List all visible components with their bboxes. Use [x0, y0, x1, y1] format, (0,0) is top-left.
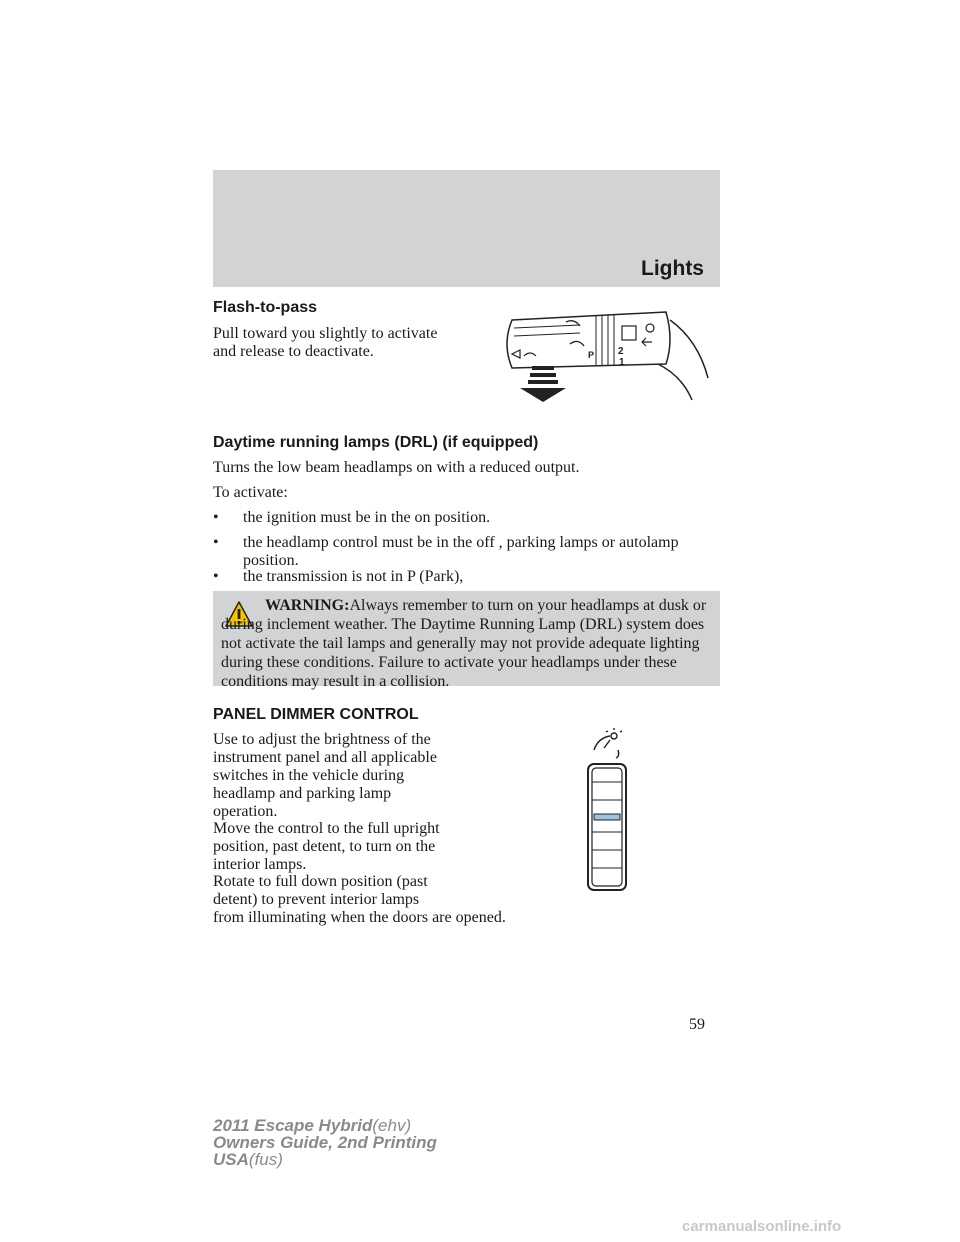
dimmer-indicator [594, 814, 620, 820]
dimmer-p1-line: headlamp and parking lamp [213, 785, 392, 802]
panel-dimmer-illustration [580, 726, 640, 896]
watermark: carmanualsonline.info [682, 1218, 842, 1235]
bullet-text: the headlamp control must be in the off , parking lamps or autolamp position. [243, 534, 679, 569]
bullet-text: the ignition must be in the on position. [243, 509, 491, 526]
drl-activate-label: To activate: [213, 484, 288, 501]
page-number: 59 [689, 1016, 705, 1033]
flash-to-pass-text-line-2: and release to deactivate. [213, 343, 374, 360]
warning-label: WARNING: [265, 597, 350, 614]
flash-to-pass-heading: Flash-to-pass [213, 299, 318, 316]
dimmer-p2-line: position, past detent, to turn on the [213, 838, 436, 855]
drl-heading: Daytime running lamps (DRL) (if equipped) [213, 434, 539, 451]
dimmer-p1-line: instrument panel and all applicable [213, 749, 437, 766]
footer-market-code: (fus) [248, 1150, 283, 1169]
footer-line-3 [213, 1151, 437, 1168]
bullet-symbol: • [213, 534, 219, 551]
footer-edition: Owners Guide, 2nd Printing [213, 1133, 437, 1152]
pull-arrow-icon [520, 366, 566, 402]
bullet-symbol: • [213, 509, 219, 526]
section-title: Lights [641, 257, 704, 280]
footer-model-code: (ehv) [372, 1116, 412, 1135]
dimmer-p1-line: switches in the vehicle during [213, 767, 405, 784]
dimmer-p2-line: Move the control to the full upright [213, 820, 440, 837]
footer-model: 2011 Escape Hybrid [213, 1116, 373, 1135]
footer-line-2 [213, 1134, 437, 1151]
warning-box [213, 591, 720, 690]
warning-text-block [221, 596, 711, 691]
dimmer-p3-line: from illuminating when the doors are opened. [213, 909, 506, 926]
wiper-speed-2-label: 2 [618, 346, 624, 357]
dashboard-light-icon [594, 728, 622, 758]
multifunction-stalk-illustration [470, 300, 720, 410]
dimmer-p2-line: interior lamps. [213, 856, 307, 873]
drl-description: Turns the low beam headlamps on with a reduced output. [213, 459, 580, 476]
dimmer-paragraph-2 [213, 820, 440, 874]
section-header-band [213, 170, 720, 287]
document-footer [213, 1117, 437, 1168]
dimmer-p1-line: Use to adjust the brightness of the [213, 731, 431, 748]
dimmer-paragraph-3 [213, 873, 506, 927]
flash-to-pass-text-line-1: Pull toward you slightly to activate [213, 325, 438, 342]
panel-dimmer-heading: PANEL DIMMER CONTROL [213, 706, 419, 723]
dimmer-paragraph-1 [213, 731, 437, 821]
wiper-speed-1-label: 1 [619, 357, 625, 368]
dimmer-p3-line: Rotate to full down position (past [213, 873, 428, 890]
footer-market: USA [213, 1150, 249, 1169]
park-position-label: P [588, 350, 595, 360]
dimmer-p1-line: operation. [213, 803, 278, 820]
bullet-symbol: • [213, 568, 219, 585]
bullet-text: the transmission is not in P (Park), [243, 568, 464, 585]
footer-line-1 [213, 1117, 437, 1134]
dimmer-p3-line: detent) to prevent interior lamps [213, 891, 420, 908]
warning-message: Always remember to turn on your headlamps at dusk or during inclement weather. The Daytime Running Lamp (DRL) system does not activate the tail lamps and generally may not provide adequate lighting during these conditions. Failure to activate your headlamps under these conditions may result in a collision. [221, 597, 707, 690]
